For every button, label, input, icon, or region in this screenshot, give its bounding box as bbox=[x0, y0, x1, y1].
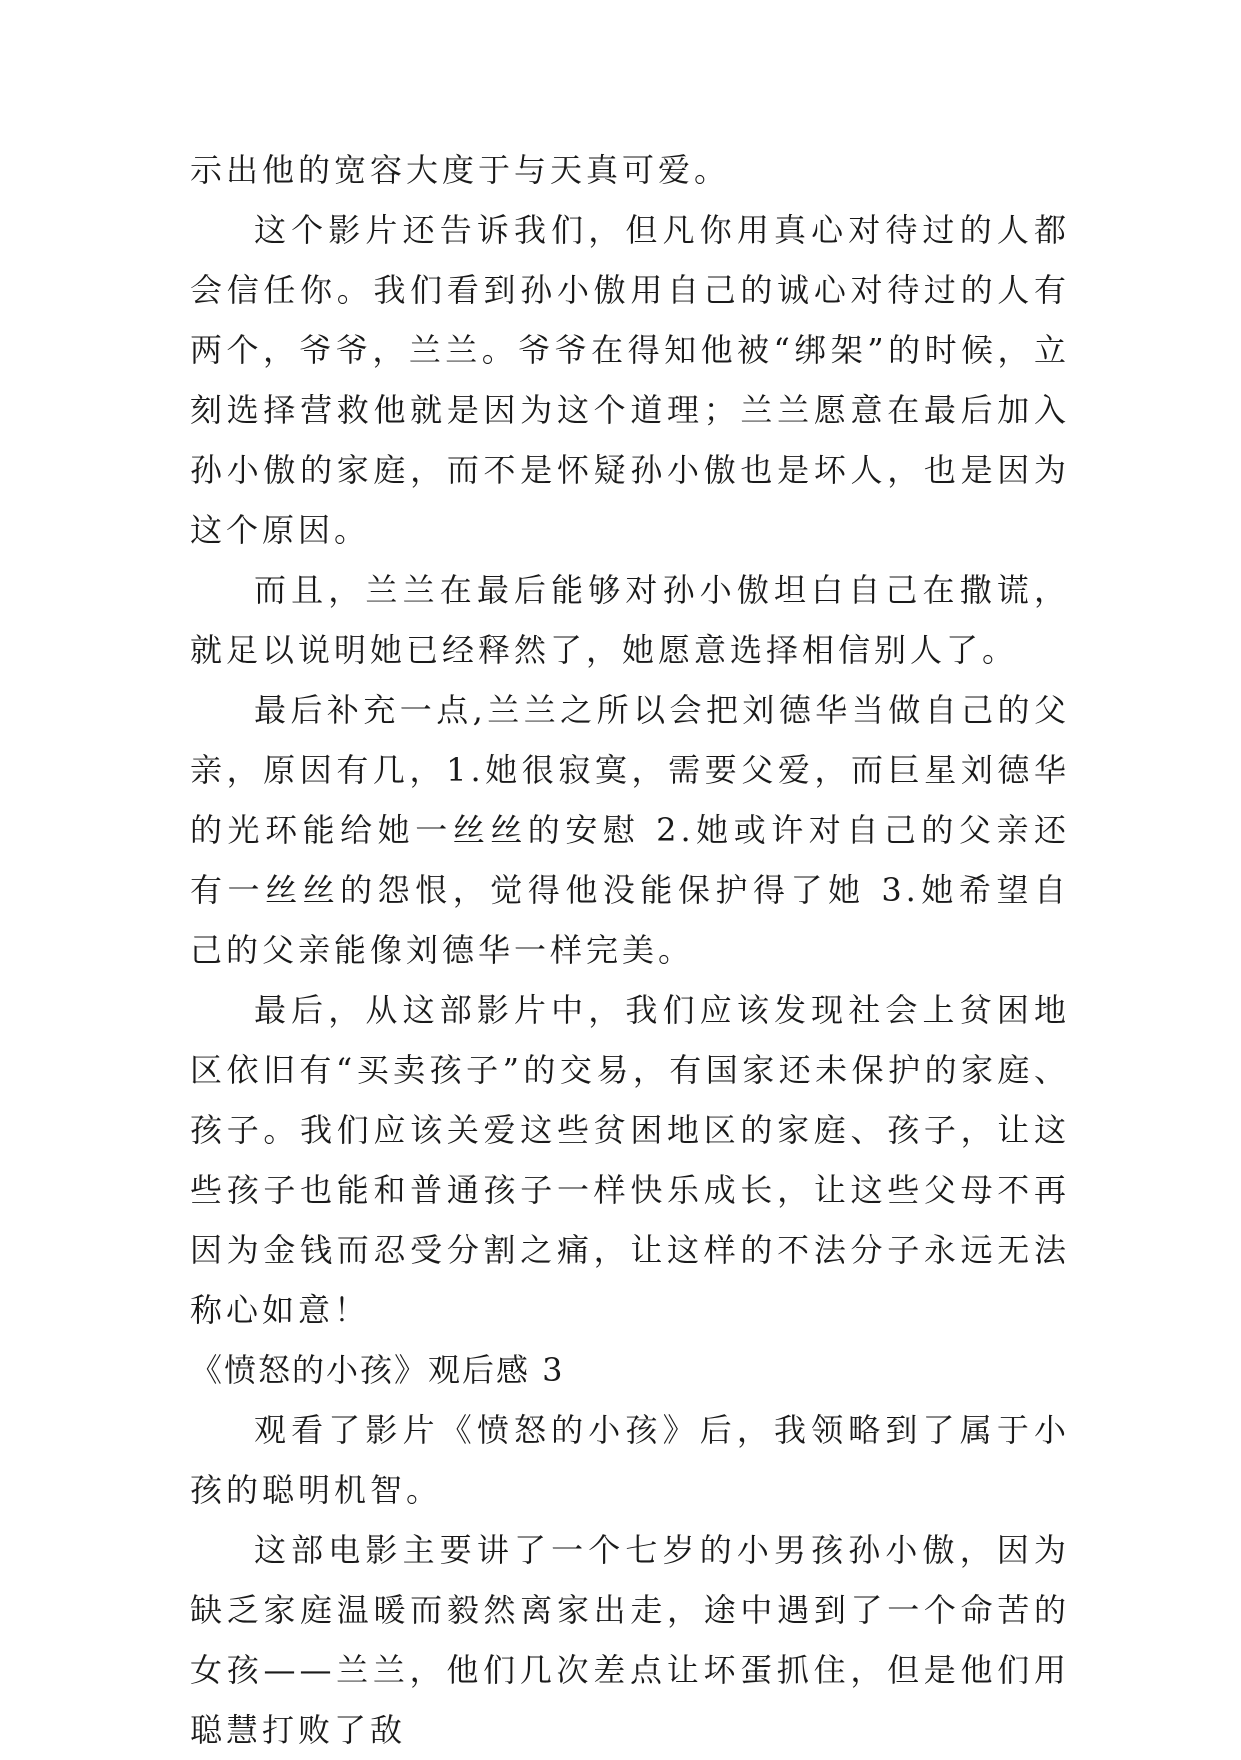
paragraph-conclusion: 最后，从这部影片中，我们应该发现社会上贫困地区依旧有“买卖孩子”的交易，有国家还未保护的家庭、孩子。我们应该关爱这些贫困地区的家庭、孩子，让这些孩子也能和普通孩子一样快乐成长，让这些父母不再因为金钱而忍受分割之痛，让这样的不法分子永远无法称心如意！ bbox=[190, 991, 1070, 1329]
document-body bbox=[190, 140, 1070, 1760]
paragraph-supplement: 最后补充一点,兰兰之所以会把刘德华当做自己的父亲，原因有几，1.她很寂寞，需要父爱，而巨星刘德华的光环能给她一丝丝的安慰 2.她或许对自己的父亲还有一丝丝的怨恨，觉得他没能保护得了她 3.她希望自己的父亲能像刘德华一样完美。 bbox=[190, 691, 1070, 969]
paragraph-trust: 这个影片还告诉我们，但凡你用真心对待过的人都会信任你。我们看到孙小傲用自己的诚心对待过的人有两个，爷爷，兰兰。爷爷在得知他被“绑架”的时候，立刻选择营救他就是因为这个道理；兰兰愿意在最后加入孙小傲的家庭，而不是怀疑孙小傲也是坏人，也是因为这个原因。 bbox=[190, 211, 1070, 549]
paragraph-continued: 示出他的宽容大度于与天真可爱。 bbox=[190, 151, 731, 189]
section-paragraph-intro: 观看了影片《愤怒的小孩》后，我领略到了属于小孩的聪明机智。 bbox=[190, 1411, 1070, 1509]
section-paragraph-plot: 这部电影主要讲了一个七岁的小男孩孙小傲，因为缺乏家庭温暖而毅然离家出走，途中遇到了一个命苦的女孩——兰兰，他们几次差点让坏蛋抓住，但是他们用聪慧打败了敌 bbox=[190, 1531, 1070, 1749]
paragraph-confession: 而且，兰兰在最后能够对孙小傲坦白自己在撒谎，就足以说明她已经释然了，她愿意选择相信别人了。 bbox=[190, 571, 1070, 669]
section-heading: 《愤怒的小孩》观后感 3 bbox=[190, 1351, 565, 1389]
